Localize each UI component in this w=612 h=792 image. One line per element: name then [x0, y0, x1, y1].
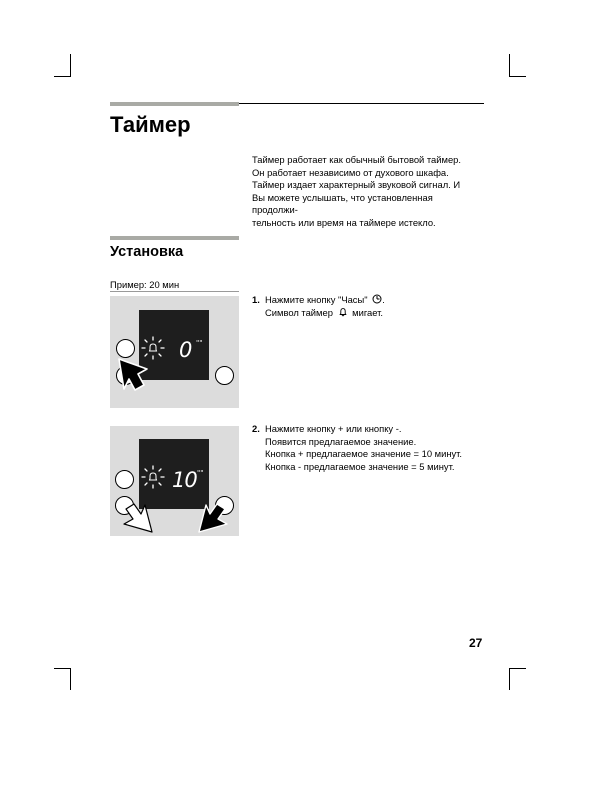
step-line: Кнопка - предлагаемое значение = 5 минут.	[265, 460, 455, 472]
step-2	[252, 423, 492, 475]
timer-display	[139, 310, 209, 380]
press-arrow-icon	[118, 359, 148, 393]
crop-mark-top-left	[70, 54, 71, 76]
page-number: 27	[469, 636, 483, 650]
intro-line: Он работает независимо от духового шкафа.	[252, 166, 449, 178]
step-line: Нажмите кнопку "Часы"	[265, 294, 368, 305]
intro-line: тельность или время на таймере истекло.	[252, 216, 436, 228]
clock-knob[interactable]	[115, 470, 134, 489]
crop-mark-bottom-right	[509, 668, 526, 669]
example-label: Пример: 20 мин	[110, 279, 180, 290]
display-value: 10	[172, 468, 197, 492]
step-line: Появится предлагаемое значение.	[265, 435, 417, 447]
step-line: Нажмите кнопку + или кнопку -.	[265, 423, 402, 434]
page-title: Таймер	[110, 112, 191, 137]
bell-icon	[338, 307, 348, 317]
crop-mark-bottom-left	[70, 668, 71, 690]
crop-mark-top-right	[509, 76, 526, 77]
example-rule	[110, 291, 239, 292]
intro-line: Таймер работает как обычный бытовой таймер.	[252, 154, 461, 165]
title-rule	[110, 102, 239, 106]
press-arrow-outline-icon	[121, 502, 153, 536]
crop-mark-bottom-right	[509, 668, 510, 690]
section-rule	[110, 236, 239, 240]
step-line: мигает.	[352, 306, 384, 318]
crop-mark-top-left	[54, 76, 71, 77]
display-unit: ""	[197, 469, 204, 477]
timer-symbol-icon	[141, 336, 165, 360]
timer-display	[139, 439, 209, 509]
clock-knob[interactable]	[116, 339, 135, 358]
timer-symbol-icon	[141, 465, 165, 489]
step-1: 1. Нажмите кнопку "Часы" . Символ таймер мигает.	[252, 294, 385, 318]
oven-panel-figure-2	[110, 426, 239, 536]
step-number: 2.	[252, 423, 260, 434]
title-thin-rule	[239, 103, 484, 104]
oven-panel-figure-1	[110, 296, 239, 408]
clock-icon	[372, 294, 382, 304]
section-title: Установка	[110, 244, 184, 260]
intro-line: Вы можете услышать, что установленная продолжи-	[252, 191, 433, 215]
display-value: 0	[179, 338, 193, 362]
intro-paragraph	[252, 154, 480, 229]
display-unit: ""	[196, 339, 203, 347]
step-number: 1.	[252, 294, 260, 305]
crop-mark-top-right	[509, 54, 510, 76]
step-line: Кнопка + предлагаемое значение = 10 минут.	[265, 448, 463, 459]
step-line: Символ таймер	[265, 306, 333, 318]
press-arrow-icon	[198, 502, 230, 536]
crop-mark-bottom-left	[54, 668, 71, 669]
plus-knob[interactable]	[215, 366, 234, 385]
intro-line: Таймер издает характерный звуковой сигнал. И	[252, 179, 461, 190]
